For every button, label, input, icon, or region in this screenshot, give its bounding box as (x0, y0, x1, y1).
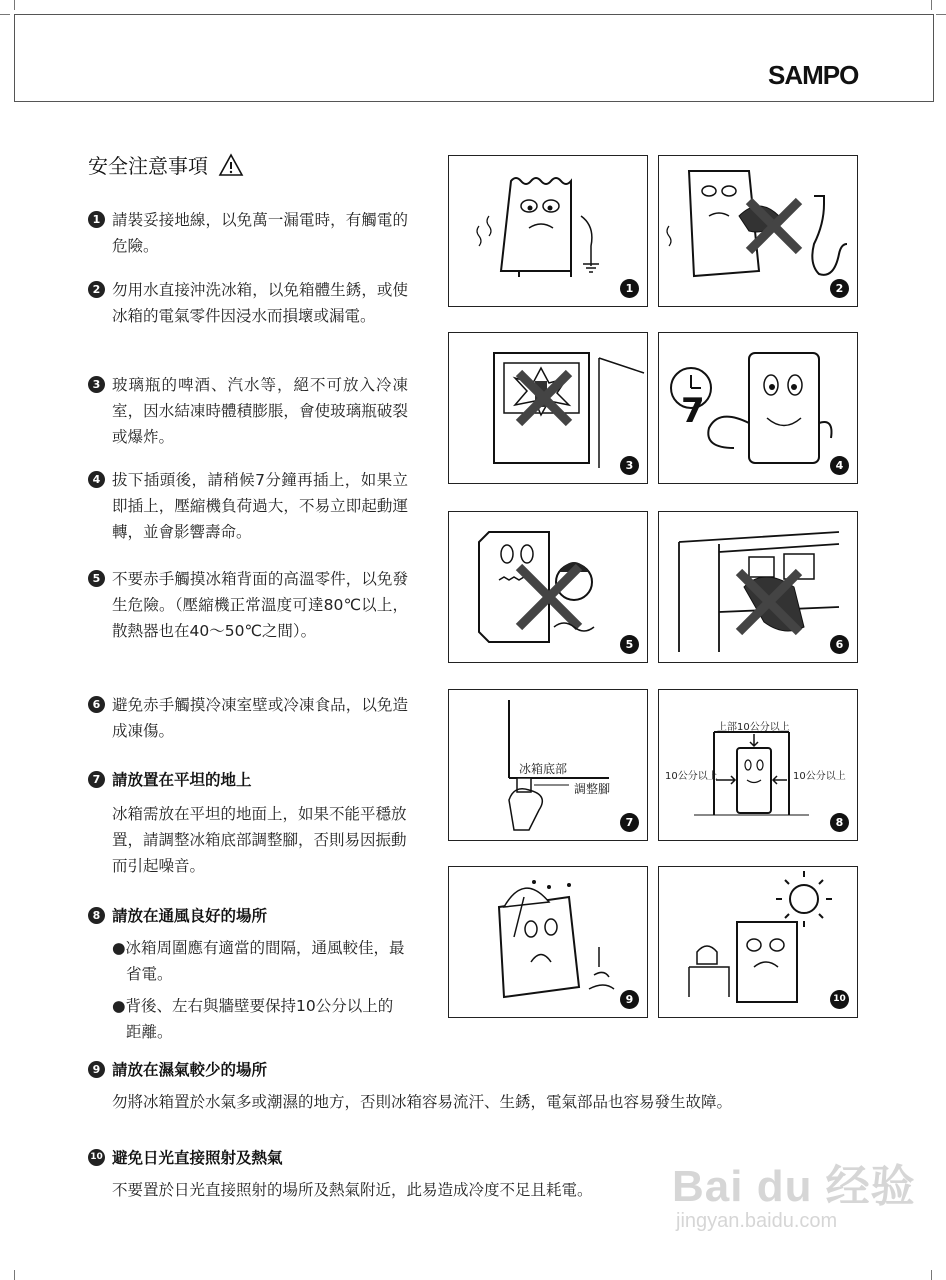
sun-heat-drawing (659, 867, 857, 1017)
watermark-sub: jingyan.baidu.com (676, 1210, 838, 1232)
bottle-freezer-drawing (449, 333, 647, 483)
illustration-panel-1 (448, 155, 648, 307)
right-clearance-label: 10公分以上 (793, 771, 846, 782)
item-text: 冰箱需放在平坦的地面上，如果不能平穩放置，請調整冰箱底部調整腳，否則易因振動而引起噪音。 (112, 805, 407, 875)
panel-number: 5 (620, 635, 639, 654)
item-text: 勿將冰箱置於水氣多或潮濕的地方，否則冰箱容易流汗、生銹，電氣部品也容易發生故障。 (112, 1093, 733, 1111)
crop-mark (14, 0, 15, 10)
panel-number: 7 (620, 813, 639, 832)
item-heading: 請放在通風良好的場所 (112, 907, 268, 925)
item-number: 1 (88, 211, 105, 228)
item-number: 2 (88, 281, 105, 298)
panel-number: 3 (620, 456, 639, 475)
freezer-hand-drawing (659, 512, 857, 662)
fridge-water-spray-drawing (659, 156, 857, 306)
page-title (88, 150, 244, 179)
panel-number: 2 (830, 279, 849, 298)
illustration-panel-7 (448, 689, 648, 841)
item-7 (88, 767, 408, 879)
illustration-panel-6 (658, 511, 858, 663)
fridge-ground-wire-drawing (449, 156, 647, 306)
item-heading: 請放置在平坦的地上 (112, 771, 252, 789)
panel-number: 8 (830, 813, 849, 832)
hot-parts-drawing (449, 512, 647, 662)
item-number: 9 (88, 1061, 105, 1078)
item-number: 7 (88, 771, 105, 788)
sampo-logo: SAMPO (768, 60, 859, 90)
top-clearance-label: 上部10公分以上 (717, 722, 790, 733)
crop-mark (14, 1270, 15, 1280)
item-4 (88, 467, 408, 545)
panel-number: 1 (620, 279, 639, 298)
crop-mark (0, 14, 10, 15)
panel-number: 4 (830, 456, 849, 475)
illustration-panel-2 (658, 155, 858, 307)
item-heading: 避免日光直接照射及熱氣 (112, 1149, 283, 1167)
seven-minutes-digit: 7 (681, 391, 705, 431)
item-text: 拔下插頭後，請稍候7分鐘再插上，如果立即插上，壓縮機負荷過大，不易立即起動運轉，並會影響壽命。 (112, 471, 408, 541)
warning-icon (218, 153, 244, 177)
humidity-drawing (449, 867, 647, 1017)
item-5 (88, 566, 408, 644)
crop-mark (936, 14, 946, 15)
item-number: 8 (88, 907, 105, 924)
illustration-panel-9 (448, 866, 648, 1018)
clearance-drawing (659, 690, 857, 840)
panel-number: 9 (620, 990, 639, 1009)
item-heading: 請放在濕氣較少的場所 (112, 1061, 268, 1079)
item-2 (88, 277, 408, 329)
item-text: 玻璃瓶的啤酒、汽水等，絕不可放入冷凍室，因水結凍時體積膨脹，會使玻璃瓶破裂或爆炸。 (112, 376, 408, 446)
item-8 (88, 903, 408, 1045)
watermark-main: Bai du 经验 (672, 1162, 916, 1211)
item-9 (88, 1057, 808, 1115)
illustration-panel-3 (448, 332, 648, 484)
adjust-foot-label: 調整腳 (574, 782, 611, 796)
panel-number: 6 (830, 635, 849, 654)
item-3 (88, 372, 408, 450)
item-number: 4 (88, 471, 105, 488)
baidu-watermark (672, 1150, 916, 1233)
illustration-panel-4 (658, 332, 858, 484)
illustration-panel-5 (448, 511, 648, 663)
item-bullet: ●背後、左右與牆壁要保持10公分以上的距離。 (112, 997, 394, 1041)
crop-mark (931, 0, 932, 10)
crop-mark (931, 1270, 932, 1280)
illustration-panel-8 (658, 689, 858, 841)
panel-number: 10 (830, 990, 849, 1009)
item-text: 請裝妥接地線，以免萬一漏電時，有觸電的危險。 (112, 211, 408, 255)
item-text: 勿用水直接沖洗冰箱，以免箱體生銹，或使冰箱的電氣零件因浸水而損壞或漏電。 (112, 281, 408, 325)
item-number: 10 (88, 1149, 105, 1166)
item-1 (88, 207, 408, 259)
item-6 (88, 692, 408, 744)
item-text: 避免赤手觸摸冷凍室壁或冷凍食品，以免造成凍傷。 (112, 696, 408, 740)
fridge-bottom-label: 冰箱底部 (519, 762, 568, 776)
item-number: 6 (88, 696, 105, 713)
item-bullet: ●冰箱周圍應有適當的間隔，通風較佳，最省電。 (112, 939, 405, 983)
item-number: 5 (88, 570, 105, 587)
item-number: 3 (88, 376, 105, 393)
page-title-text: 安全注意事項 (88, 154, 208, 178)
item-text: 不要赤手觸摸冰箱背面的高溫零件，以免發生危險。（壓縮機正常溫度可達80℃以上，散熱器也在40～50℃之間）。 (112, 570, 408, 640)
item-text: 不要置於日光直接照射的場所及熱氣附近，此易造成冷度不足且耗電。 (112, 1181, 593, 1199)
left-clearance-label: 10公分以上 (665, 771, 718, 782)
illustration-panel-10 (658, 866, 858, 1018)
